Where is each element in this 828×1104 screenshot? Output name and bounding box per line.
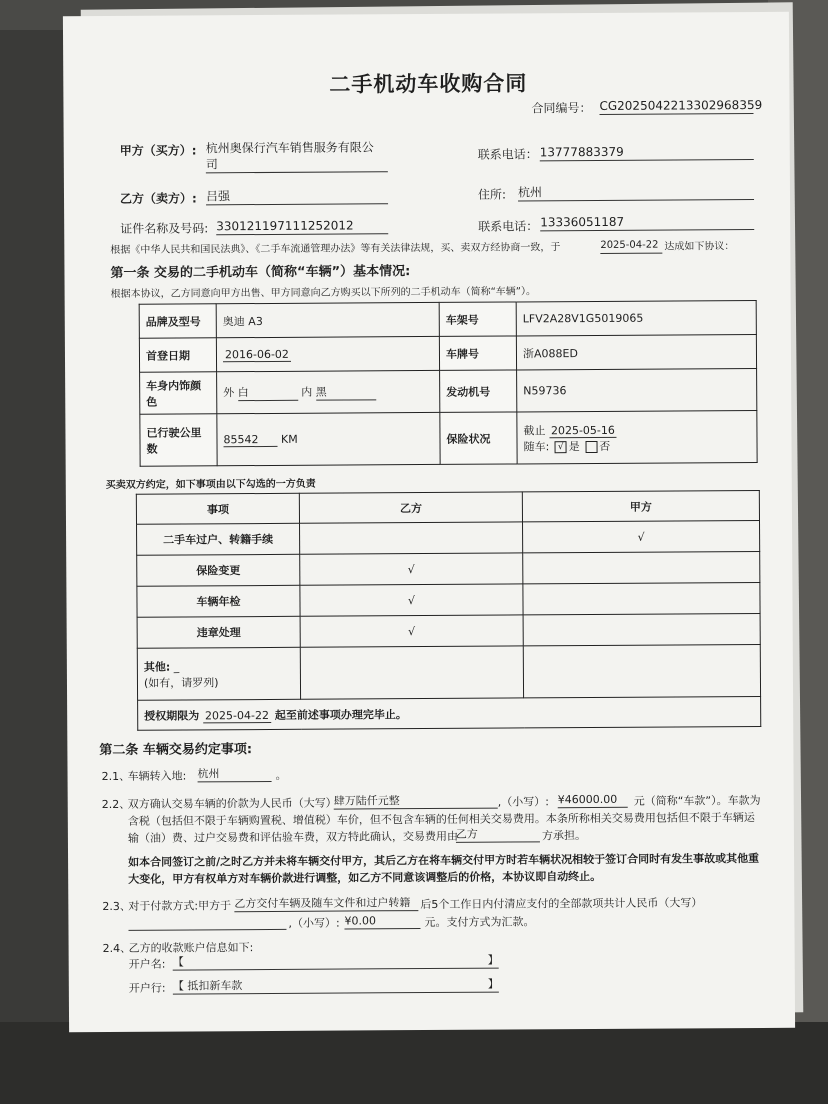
clause-2-1-value: 杭州 [197,767,271,782]
account-name-close: 】 [487,953,499,967]
clause-2-3-condition: 乙方交付车辆及随车文件和过户转籍 [234,896,418,912]
duty-table [136,490,761,731]
color-cell [217,370,440,413]
engine-label: 发动机号 [440,370,517,412]
clause-2-2-lower: ¥46000.00 [558,793,628,808]
ext-label: 外 [223,386,235,400]
party-a-label: 甲方（买方）: [119,143,197,158]
ext-color: 白 [238,384,298,401]
mileage-value: 85542 [223,432,277,446]
id-label: 证件名称及号码: [120,221,209,236]
mileage-label-line2: 数 [146,442,158,456]
party-b-phone-label: 联系电话： [478,219,539,234]
party-b-label: 乙方（卖方）: [119,191,197,206]
mileage-label-line1: 已行驶公里 [146,425,202,440]
clause-2-4-label: 乙方的收款账户信息如下: [128,941,254,955]
contract-page [63,12,795,1032]
clause-2-2-line3-suffix: 方承担。 [541,829,586,843]
bank-label: 开户行: [128,981,166,995]
color-label-line2: 色 [146,395,158,409]
dark-surface [0,1022,828,1104]
brand-label: 品牌及型号 [139,304,216,338]
reg-date-value: 2016-06-02 [223,348,291,362]
intro-date: 2025-04-22 [600,240,662,254]
duty-header-a: 甲方 [522,490,759,521]
party-a-name-line1: 杭州奥保行汽车销售服务有限公 [205,140,374,156]
bold-clause-line2: 大变化，甲方有权单方对车辆价款进行调整，如乙方不同意该调整后的价格，本协议即自动终止。 [128,869,602,886]
clause-2-2-prefix: 双方确认交易车辆的价款为人民币（大写） [127,796,337,811]
clause-2-4-no: 2.4、 [102,941,132,956]
bold-clause-line1: 如本合同签订之前/之时乙方并未将车辆交付甲方，其后乙方在将车辆交付甲方时若车辆状况相较于签订合同时有发生事故或其他重 [128,851,760,869]
no-checkbox [585,440,597,452]
intro-suffix: 达成如下协议： [664,241,735,253]
mileage-cell [217,412,440,465]
duty-other-label: 其他: [143,660,171,674]
vehicle-info-table [139,300,758,467]
duty-header-b: 乙方 [299,492,522,523]
reg-date-cell [216,336,439,371]
with-car-label: 随车: [523,439,550,453]
auth-suffix: 起至前述事项办理完毕止。 [274,707,407,722]
duty-other-value: _ [173,660,180,674]
mileage-unit: KM [280,432,298,446]
intro-prefix: 根据《中华人民共和国民法典》、《二手车流通管理办法》等有关法律法规，买、卖双方经协商一致，于 [110,242,561,256]
engine-value: N59736 [517,368,757,411]
yes-label: 是 [568,439,580,453]
vin-value: LFV2A28V1G5019065 [516,300,756,335]
duty-item: 车辆年检 [137,585,300,617]
contract-no-value: CG2025042213302968359 [599,97,763,113]
brand-value: 奥迪 A3 [216,302,439,337]
duty-b-mark: √ [300,584,523,616]
clause-2-1-end: 。 [275,768,287,782]
clause-2-1-label: 车辆转入地: [127,769,187,783]
clause-2-3-upper-blank [128,915,286,931]
duty-other-a [523,644,760,697]
duty-other-b [300,646,523,699]
party-b-name-value: 吕强 [206,188,388,205]
clause-2-3-prefix: 对于付款方式:甲方于 [128,899,232,913]
article-1-desc: 根据本协议，乙方同意向甲方出售、甲方同意向乙方购买以下所列的二手机动车（简称“车辆”）。 [110,286,537,300]
ins-until-label: 截止 [523,423,546,437]
auth-date: 2025-04-22 [203,708,271,722]
account-name-label: 开户名: [128,957,166,971]
auth-prefix: 授权期限为 [144,708,200,723]
insurance-label: 保险状况 [440,412,517,464]
address-label: 住所: [477,187,507,202]
clause-2-3-suffix: 后5个工作日内付清应支付的全部款项共计人民币（大写） [420,896,703,912]
ins-until-value: 2025-05-16 [549,423,617,437]
article-2-title: 第二条 车辆交易约定事项: [99,742,253,759]
bank-value: 【 抵扣新车款 [172,979,243,993]
party-a-phone-value: 13777883379 [540,144,754,161]
clause-2-2-upper: 肆万陆仟元整 [334,794,498,810]
duty-item: 二手车过户、转籍手续 [137,523,300,555]
id-value: 330121197111252012 [216,218,388,235]
duty-b-mark [300,522,523,554]
duty-b-mark: √ [300,553,523,585]
plate-label: 车牌号 [439,336,516,370]
mileage-label [140,414,217,466]
clause-2-3-lower: ¥0.00 [344,914,420,929]
clause-2-3-lower-label: ,（小写）: [288,916,340,930]
color-label [140,372,217,414]
bank-field [173,978,499,995]
duty-other-cell [137,647,300,700]
clause-2-3-no: 2.3、 [102,899,131,914]
duty-a-mark [523,613,760,645]
int-color: 黑 [316,383,376,400]
duty-header-item: 事项 [136,493,299,524]
clause-2-2-fee-party: 乙方 [456,827,540,842]
contract-title: 二手机动车收购合同 [329,71,528,97]
duty-item: 违章处理 [137,616,300,648]
auth-period-cell [138,696,761,730]
duty-item: 保险变更 [137,554,300,586]
duty-row [137,613,760,648]
clause-2-2-line2: 含税（包括但不限于车辆购置税、增值税）车价，但不包含车辆的任何相关交易费用。本条所称相关交易费用包括但不限于车辆运 [127,811,755,828]
clause-2-2-suffix: 元（简称“车款”）。车款为 [633,793,761,808]
clause-2-2-no: 2.2、 [101,797,131,812]
duty-a-mark: √ [523,520,760,552]
clause-2-2-line3-prefix: 输（油）费、过户交易费和评估验车费，双方特此确认，交易费用由 [127,829,458,845]
yes-checkbox: √ [555,441,567,453]
duty-b-mark: √ [300,615,523,647]
address-value: 杭州 [518,184,754,201]
account-name-field [173,954,499,971]
duty-a-mark [523,551,760,583]
color-label-line1: 车身内饰颜 [146,378,202,393]
bank-close: 】 [487,977,499,991]
party-a-name-line2: 司 [206,156,388,173]
contract-no-label: 合同编号： [531,100,592,116]
party-a-phone-label: 联系电话： [477,147,538,162]
article-1-title: 第一条 交易的二手机动车（简称“车辆”）基本情况: [110,264,411,281]
duty-other-hint: (如有，请罗列) [143,675,219,690]
party-b-phone-value: 13336051187 [540,214,754,231]
insurance-cell [517,410,757,463]
int-label: 内 [301,385,313,399]
duty-row [137,520,760,555]
duty-a-mark [523,582,760,614]
clause-2-1-no: 2.1、 [101,769,131,784]
plate-value: 浙A088ED [516,334,756,369]
duty-row [137,582,760,617]
clause-2-3-end: 元。支付方式为汇款。 [424,915,535,930]
duty-intro: 买卖双方约定，如下事项由以下勾选的一方负责 [105,478,316,491]
reg-date-label: 首登日期 [139,338,216,372]
vin-label: 车架号 [439,302,516,336]
account-name-open: 【 [172,955,184,969]
duty-row [137,551,760,586]
clause-2-2-lower-label: ,（小写）: [497,795,549,809]
no-label: 否 [599,439,611,453]
